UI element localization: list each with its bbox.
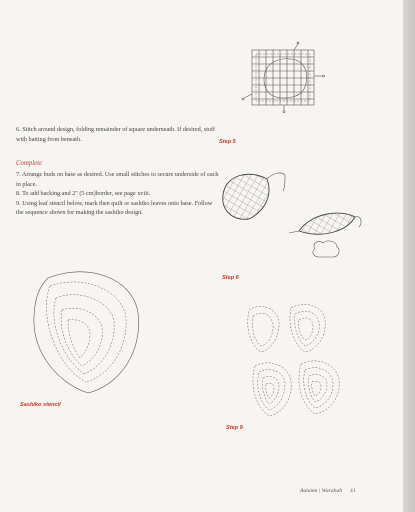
step-5-caption: Step 5 (219, 139, 236, 145)
page-number: 41 (350, 488, 356, 494)
page-edge (403, 0, 415, 512)
instruction-8: 8. To add backing and 2" (5 cm)border, see page xviii. (16, 190, 151, 197)
instruction-7: 7. Arrange buds on base as desired. Use small stitches to secure underside of each in place. (16, 171, 219, 188)
step-9-illustration (243, 296, 353, 426)
sashiko-stencil-leaf (28, 258, 148, 398)
step-5-illustration (240, 42, 330, 112)
complete-heading: Complete (16, 160, 43, 167)
complete-instructions (16, 170, 221, 218)
sashiko-stencil-caption: Sashiko stencil (20, 402, 61, 408)
leaf-stage-3 (253, 363, 291, 416)
step-9-caption: Step 9 (226, 425, 243, 431)
step-6-instruction: 6. Stitch around design, folding remainder of square underneath. If desired, stuff with batting from beneath. (16, 126, 216, 143)
leaf-stage-4 (299, 361, 339, 414)
leaf-stage-2 (290, 304, 325, 352)
step-6-caption: Step 6 (222, 275, 239, 281)
leaf-stage-1 (248, 306, 279, 352)
page-footer (300, 488, 356, 494)
footer-section: Autumn | Warabah (300, 488, 343, 494)
instruction-9: 9. Using leaf stencil below, mark then quilt or sashiko leaves onto base. Follow the sequence shown for making the sashiko design. (16, 199, 213, 216)
step-6-illustration (215, 165, 365, 265)
